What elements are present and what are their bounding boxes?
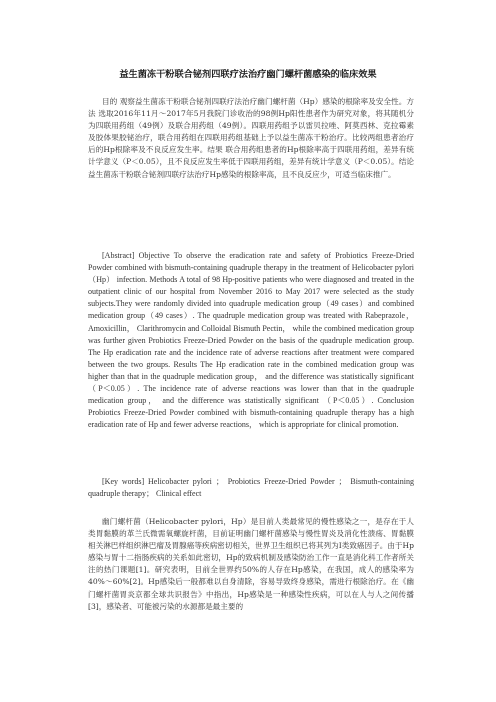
abstract-english: [Abstract] Objective To observe the eradication rate and safety of Probiotics Freeze-Dried Powder combined with bismuth-containing quadruple therapy in the treatment of Helicobacter pylori （Hp） infection. Methods A total of 98 Hp-positive patients who were diagnosed and treated in the outpatient clinic of our hospital from November 2016 to May 2017 were selected as the study subjects.They were randomly divided into quadruple medication group（49 cases）and combined medication group（49 cases）. The quadruple medication group was treated with Rabeprazole，Amoxicillin， Clarithromycin and Colloidal Bismuth Pectin， while the combined medication group was further given Probiotics Freeze-Dried Powder on the basis of the quadruple medication group. The Hp eradication rate and the incidence rate of adverse reactions after treatment were compared between the two groups. Results The Hp eradication rate in the combined medication group was higher than that in the quadruple medication group， and the difference was statistically significant （P＜0.05）. The incidence rate of adverse reactions was lower than that in the quadruple medication group， and the difference was statistically significant （P＜0.05）. Conclusion Probiotics Freeze-Dried Powder combined with bismuth-containing quadruple therapy has a high eradication rate of Hp and fewer adverse reactions， which is appropriate for clinical promotion. (88, 251, 414, 430)
keywords-english: [Key words] Helicobacter pylori ； Probiotics Freeze-Dried Powder ； Bismuth-containing quadruple therapy； Clinical effect (88, 477, 414, 499)
abstract-chinese: 目的 观察益生菌冻干粉联合铋剂四联疗法治疗幽门螺杆菌（Hp）感染的根除率及安全性。方法 选取2016年11月～2017年5月我院门诊收治的98例Hp阳性患者作为研究对象，将其随机分为四联用药组（49例）及联合用药组（49例）。四联用药组予以雷贝拉唑、阿莫西林、克拉霉素及胶体果胶铋治疗，联合用药组在四联用药组基础上予以益生菌冻干粉治疗。比较两组患者治疗后的Hp根除率及不良反应发生率。结果 联合用药组患者的Hp根除率高于四联用药组，差异有统计学意义（P＜0.05），且不良反应发生率低于四联用药组，差异有统计学意义（P＜0.05）。结论 益生菌冻干粉联合铋剂四联疗法治疗Hp感染的根除率高，且不良反应少，可适当临床推广。 (88, 97, 414, 179)
document-title: 益生菌冻干粉联合铋剂四联疗法治疗幽门螺杆菌感染的临床效果 (119, 69, 377, 80)
body-introduction: 幽门螺杆菌（Helicobacter pylori，Hp）是目前人类最常见的慢性感染之一，是存在于人类胃黏膜的革兰氏微需氧螺旋杆菌，目前证明幽门螺杆菌感染与慢性胃炎及消化性溃疡、胃黏膜相关淋巴样组织淋巴瘤及胃腺癌等疾病密切相关，世界卫生组织已将其列为Ⅰ类致癌因子。由于Hp感染与胃十二指肠疾病的关系如此密切，Hp的致病机制及感染防治工作一直是消化科工作者所关注的热门课题[1]。研究表明，目前全世界约50%的人存在Hp感染，在我国，成人的感染率为40%～60%[2]。Hp感染后一般都难以自身清除，容易导致终身感染，需进行根除治疗。在《幽门螺杆菌胃炎京都全球共识报告》中指出，Hp感染是一种感染性疾病，可以在人与人之间传播[3]，感染者、可能被污染的水源都是最主要的 (88, 517, 414, 611)
